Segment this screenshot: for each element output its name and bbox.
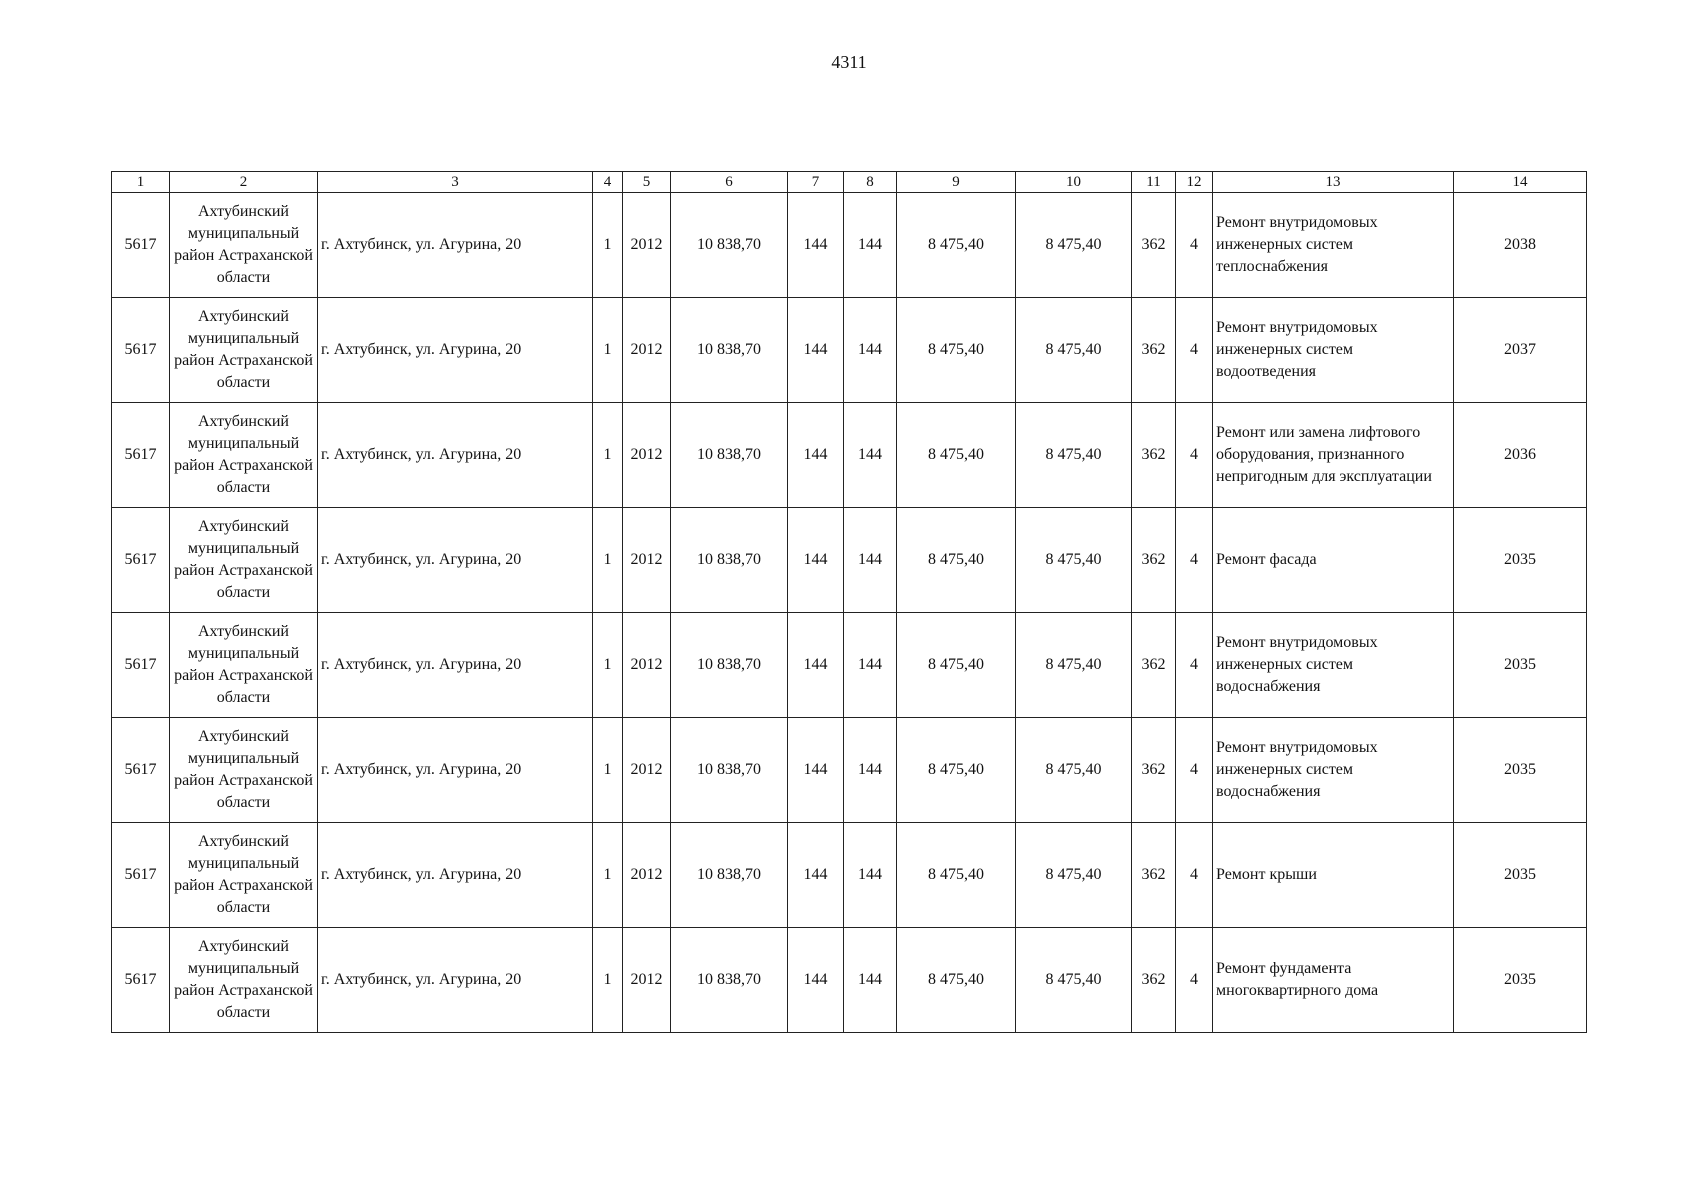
cell-work-type: Ремонт внутридомовых инженерных систем водоснабжения	[1213, 718, 1454, 823]
cell-municipality: Ахтубинский муниципальный район Астраханской области	[170, 823, 318, 928]
column-header: 9	[897, 172, 1016, 193]
cell-planned-year: 2038	[1454, 193, 1587, 298]
column-header: 7	[788, 172, 844, 193]
cell-planned-year: 2035	[1454, 823, 1587, 928]
capital-repair-table	[111, 171, 1587, 1033]
cell-col12: 4	[1176, 718, 1213, 823]
cell-col11: 362	[1132, 823, 1176, 928]
column-header: 12	[1176, 172, 1213, 193]
cell-area-a: 8 475,40	[897, 193, 1016, 298]
cell-col4: 1	[593, 613, 623, 718]
cell-area-b: 8 475,40	[1016, 613, 1132, 718]
cell-total-area: 10 838,70	[671, 403, 788, 508]
table-row	[112, 403, 1587, 508]
cell-col11: 362	[1132, 403, 1176, 508]
cell-year: 2012	[623, 928, 671, 1033]
page-number: 4311	[831, 52, 867, 72]
cell-area-a: 8 475,40	[897, 508, 1016, 613]
cell-work-type: Ремонт крыши	[1213, 823, 1454, 928]
cell-col4: 1	[593, 928, 623, 1033]
cell-work-type: Ремонт или замена лифтового оборудования, признанного непригодным для эксплуатации	[1213, 403, 1454, 508]
cell-address: г. Ахтубинск, ул. Агурина, 20	[318, 298, 593, 403]
cell-work-type: Ремонт внутридомовых инженерных систем водоотведения	[1213, 298, 1454, 403]
cell-total-area: 10 838,70	[671, 718, 788, 823]
cell-col4: 1	[593, 298, 623, 403]
cell-col8: 144	[844, 928, 897, 1033]
column-header: 11	[1132, 172, 1176, 193]
cell-col12: 4	[1176, 508, 1213, 613]
table-row	[112, 298, 1587, 403]
cell-col11: 362	[1132, 718, 1176, 823]
column-number-row	[112, 172, 1587, 193]
cell-col7: 144	[788, 508, 844, 613]
cell-col7: 144	[788, 613, 844, 718]
cell-year: 2012	[623, 508, 671, 613]
cell-municipality: Ахтубинский муниципальный район Астраханской области	[170, 403, 318, 508]
cell-col4: 1	[593, 508, 623, 613]
cell-year: 2012	[623, 718, 671, 823]
cell-id: 5617	[112, 193, 170, 298]
cell-total-area: 10 838,70	[671, 928, 788, 1033]
cell-col8: 144	[844, 508, 897, 613]
cell-col4: 1	[593, 823, 623, 928]
cell-col11: 362	[1132, 928, 1176, 1033]
cell-col12: 4	[1176, 928, 1213, 1033]
cell-area-b: 8 475,40	[1016, 823, 1132, 928]
cell-address: г. Ахтубинск, ул. Агурина, 20	[318, 403, 593, 508]
cell-total-area: 10 838,70	[671, 298, 788, 403]
table-row	[112, 823, 1587, 928]
cell-col4: 1	[593, 403, 623, 508]
cell-area-a: 8 475,40	[897, 613, 1016, 718]
cell-col11: 362	[1132, 298, 1176, 403]
cell-year: 2012	[623, 823, 671, 928]
cell-municipality: Ахтубинский муниципальный район Астраханской области	[170, 928, 318, 1033]
cell-area-a: 8 475,40	[897, 823, 1016, 928]
cell-area-b: 8 475,40	[1016, 298, 1132, 403]
column-header: 5	[623, 172, 671, 193]
cell-area-b: 8 475,40	[1016, 928, 1132, 1033]
cell-id: 5617	[112, 613, 170, 718]
column-header: 1	[112, 172, 170, 193]
cell-col12: 4	[1176, 823, 1213, 928]
column-header: 13	[1213, 172, 1454, 193]
cell-address: г. Ахтубинск, ул. Агурина, 20	[318, 823, 593, 928]
cell-municipality: Ахтубинский муниципальный район Астраханской области	[170, 298, 318, 403]
cell-area-a: 8 475,40	[897, 718, 1016, 823]
cell-col8: 144	[844, 298, 897, 403]
table-row	[112, 928, 1587, 1033]
cell-id: 5617	[112, 718, 170, 823]
cell-address: г. Ахтубинск, ул. Агурина, 20	[318, 193, 593, 298]
cell-planned-year: 2036	[1454, 403, 1587, 508]
cell-year: 2012	[623, 193, 671, 298]
cell-address: г. Ахтубинск, ул. Агурина, 20	[318, 508, 593, 613]
cell-col7: 144	[788, 823, 844, 928]
cell-col11: 362	[1132, 613, 1176, 718]
cell-year: 2012	[623, 403, 671, 508]
cell-work-type: Ремонт фасада	[1213, 508, 1454, 613]
cell-planned-year: 2035	[1454, 928, 1587, 1033]
cell-col7: 144	[788, 298, 844, 403]
column-header: 10	[1016, 172, 1132, 193]
cell-planned-year: 2035	[1454, 613, 1587, 718]
cell-work-type: Ремонт внутридомовых инженерных систем водоснабжения	[1213, 613, 1454, 718]
table-row	[112, 508, 1587, 613]
cell-col12: 4	[1176, 613, 1213, 718]
cell-area-b: 8 475,40	[1016, 403, 1132, 508]
cell-col8: 144	[844, 613, 897, 718]
cell-col4: 1	[593, 193, 623, 298]
cell-year: 2012	[623, 613, 671, 718]
cell-col7: 144	[788, 403, 844, 508]
cell-col12: 4	[1176, 193, 1213, 298]
cell-address: г. Ахтубинск, ул. Агурина, 20	[318, 718, 593, 823]
cell-col11: 362	[1132, 193, 1176, 298]
table-row	[112, 718, 1587, 823]
cell-work-type: Ремонт фундамента многоквартирного дома	[1213, 928, 1454, 1033]
cell-col12: 4	[1176, 298, 1213, 403]
cell-planned-year: 2035	[1454, 718, 1587, 823]
cell-planned-year: 2035	[1454, 508, 1587, 613]
cell-id: 5617	[112, 508, 170, 613]
cell-area-b: 8 475,40	[1016, 718, 1132, 823]
cell-area-a: 8 475,40	[897, 928, 1016, 1033]
column-header: 8	[844, 172, 897, 193]
column-header: 3	[318, 172, 593, 193]
cell-municipality: Ахтубинский муниципальный район Астраханской области	[170, 718, 318, 823]
cell-col7: 144	[788, 193, 844, 298]
cell-id: 5617	[112, 823, 170, 928]
cell-col8: 144	[844, 823, 897, 928]
column-header: 6	[671, 172, 788, 193]
cell-municipality: Ахтубинский муниципальный район Астраханской области	[170, 193, 318, 298]
cell-col7: 144	[788, 718, 844, 823]
cell-id: 5617	[112, 928, 170, 1033]
cell-area-a: 8 475,40	[897, 403, 1016, 508]
cell-total-area: 10 838,70	[671, 193, 788, 298]
cell-total-area: 10 838,70	[671, 823, 788, 928]
cell-id: 5617	[112, 298, 170, 403]
cell-col8: 144	[844, 718, 897, 823]
cell-col8: 144	[844, 193, 897, 298]
cell-col4: 1	[593, 718, 623, 823]
cell-year: 2012	[623, 298, 671, 403]
table-row	[112, 613, 1587, 718]
cell-col8: 144	[844, 403, 897, 508]
cell-municipality: Ахтубинский муниципальный район Астраханской области	[170, 508, 318, 613]
cell-area-a: 8 475,40	[897, 298, 1016, 403]
cell-total-area: 10 838,70	[671, 613, 788, 718]
column-header: 2	[170, 172, 318, 193]
column-header: 14	[1454, 172, 1587, 193]
cell-address: г. Ахтубинск, ул. Агурина, 20	[318, 613, 593, 718]
cell-id: 5617	[112, 403, 170, 508]
cell-col12: 4	[1176, 403, 1213, 508]
column-header: 4	[593, 172, 623, 193]
table-row	[112, 193, 1587, 298]
cell-address: г. Ахтубинск, ул. Агурина, 20	[318, 928, 593, 1033]
cell-col11: 362	[1132, 508, 1176, 613]
cell-municipality: Ахтубинский муниципальный район Астраханской области	[170, 613, 318, 718]
cell-area-b: 8 475,40	[1016, 508, 1132, 613]
cell-area-b: 8 475,40	[1016, 193, 1132, 298]
cell-total-area: 10 838,70	[671, 508, 788, 613]
cell-work-type: Ремонт внутридомовых инженерных систем теплоснабжения	[1213, 193, 1454, 298]
cell-planned-year: 2037	[1454, 298, 1587, 403]
cell-col7: 144	[788, 928, 844, 1033]
